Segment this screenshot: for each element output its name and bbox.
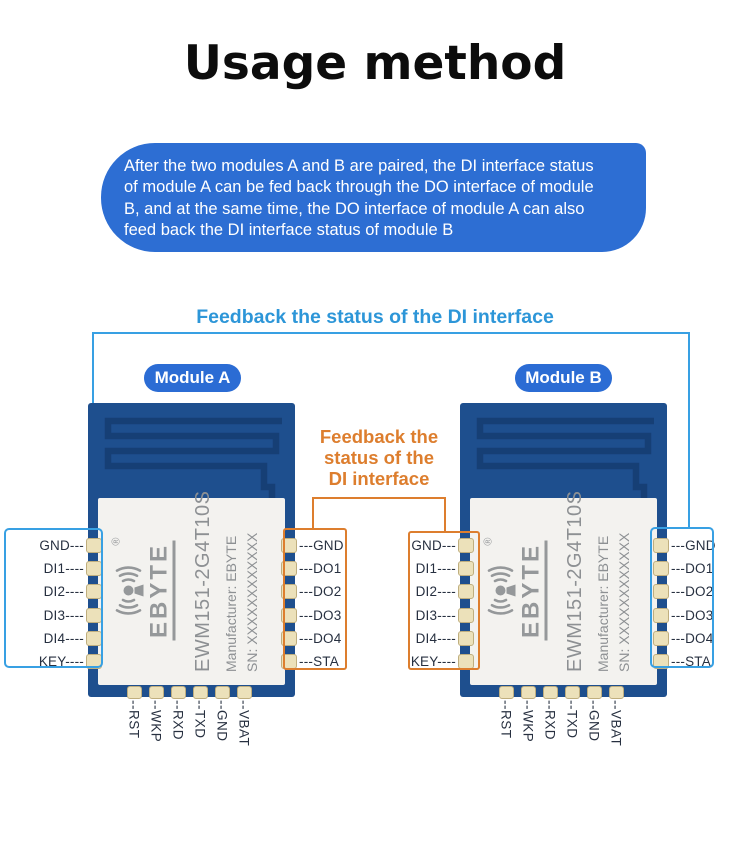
module-manufacturer-text: Manufacturer: EBYTE xyxy=(595,535,611,672)
pin-label: GND--- xyxy=(411,537,456,553)
description-line: B, and at the same time, the DO interface of module A can also xyxy=(124,199,585,218)
module-b-board xyxy=(410,403,716,747)
pin-label: --TXD xyxy=(564,700,580,739)
module-a-do-pins-box xyxy=(283,528,347,670)
module-b-bottom-pins xyxy=(495,686,627,746)
registered-mark: ® xyxy=(110,537,123,546)
pin-pad xyxy=(127,686,142,699)
pin-label: ---DO4 xyxy=(299,631,342,647)
di-feedback-middle-caption xyxy=(300,426,458,489)
pin-label: ---GND xyxy=(671,537,716,553)
description-line: of module A can be fed back through the DO interface of module xyxy=(124,178,594,197)
pin-label: --RST xyxy=(126,700,142,739)
di-feedback-top-caption: Feedback the status of the DI interface xyxy=(196,306,554,328)
module-a-pcb xyxy=(88,403,295,697)
registered-mark: ® xyxy=(482,537,495,546)
pin-label: DI3---- xyxy=(43,607,84,623)
pin-label: DI3---- xyxy=(415,607,456,623)
pin-pad xyxy=(193,686,208,699)
pin-label: ---DO3 xyxy=(671,607,714,623)
pin-pad xyxy=(237,686,252,699)
ebyte-logo xyxy=(110,516,188,666)
pin-label: --WKP xyxy=(148,700,164,743)
module-model-text: EWM151-2G4T10S xyxy=(192,490,214,672)
description-line: After the two modules A and B are paired, the DI interface status xyxy=(124,157,594,175)
pin-label: --WKP xyxy=(520,700,536,743)
module-a-di-pins-box xyxy=(4,528,103,668)
module-a-pill xyxy=(144,364,241,392)
pin-column xyxy=(167,686,189,746)
pin-pad xyxy=(565,686,580,699)
pin-label: DI2---- xyxy=(43,584,84,600)
ebyte-wifi-icon xyxy=(485,541,519,641)
pin-label: KEY---- xyxy=(410,654,456,670)
pin-column xyxy=(145,686,167,746)
pin-label: --RXD xyxy=(542,700,558,740)
module-manufacturer-text: Manufacturer: EBYTE xyxy=(223,535,239,672)
module-b-pcb xyxy=(460,403,667,697)
pin-label: DI1---- xyxy=(415,560,456,576)
do-connector-left-line xyxy=(312,497,314,529)
module-serial-text: SN: XXXXXXXXXXXX xyxy=(616,532,632,672)
module-a-bottom-pins xyxy=(123,686,255,746)
pin-label: --GND xyxy=(586,700,602,742)
pin-column xyxy=(495,686,517,746)
pin-label: GND--- xyxy=(39,537,84,553)
pin-column xyxy=(605,686,627,746)
pin-label: ---DO3 xyxy=(299,607,342,623)
pin-label: ---GND xyxy=(299,537,344,553)
ebyte-logo xyxy=(482,516,560,666)
description-line: feed back the DI interface status of module B xyxy=(124,220,454,239)
ebyte-wifi-icon xyxy=(113,541,147,641)
pin-pad xyxy=(609,686,624,699)
module-b-pill-label: Module B xyxy=(525,368,602,387)
pin-label: ---DO2 xyxy=(299,584,342,600)
mid-caption-line: status of the xyxy=(324,447,434,468)
mid-caption-line: Feedback the xyxy=(319,426,439,447)
pin-label: --VBAT xyxy=(608,700,624,747)
pin-column xyxy=(539,686,561,746)
module-b-pill xyxy=(515,364,612,392)
pin-label: ---STA xyxy=(671,654,711,670)
do-connector-top-line xyxy=(312,497,446,499)
pin-column xyxy=(123,686,145,746)
pin-pad xyxy=(149,686,164,699)
pin-label: ---DO2 xyxy=(671,584,714,600)
pin-label: --TXD xyxy=(192,700,208,739)
pin-column xyxy=(583,686,605,746)
pin-label: DI4---- xyxy=(415,631,456,647)
pin-column xyxy=(189,686,211,746)
module-a-pill-label: Module A xyxy=(154,368,231,387)
pin-label: DI4---- xyxy=(43,631,84,647)
pin-pad xyxy=(171,686,186,699)
do-connector-right-line xyxy=(444,497,446,532)
pin-label: ---STA xyxy=(299,654,339,670)
module-model-text: EWM151-2G4T10S xyxy=(564,490,586,672)
pin-column xyxy=(561,686,583,746)
pin-pad xyxy=(587,686,602,699)
pin-label: --RST xyxy=(498,700,514,739)
pin-pad xyxy=(499,686,514,699)
pin-pad xyxy=(543,686,558,699)
pin-label: ---DO1 xyxy=(671,560,714,576)
di-bracket-top-line xyxy=(92,332,690,334)
antenna-trace-icon xyxy=(96,413,286,505)
mid-caption-line: DI interface xyxy=(328,468,430,489)
pin-label: DI1---- xyxy=(43,560,84,576)
pin-column xyxy=(211,686,233,746)
ebyte-brand-text: EBYTE xyxy=(519,541,548,640)
pin-pad xyxy=(215,686,230,699)
page-title: Usage method xyxy=(183,36,567,91)
pin-pad xyxy=(521,686,536,699)
module-b-di-pins-box xyxy=(408,531,480,670)
module-b-do-pins-box xyxy=(650,527,714,668)
pin-label: --VBAT xyxy=(236,700,252,747)
antenna-trace-icon xyxy=(468,413,658,505)
pin-label: KEY---- xyxy=(38,654,84,670)
pin-label: --GND xyxy=(214,700,230,742)
description-bubble xyxy=(101,143,646,252)
di-bracket-right-line xyxy=(688,332,690,528)
pin-column xyxy=(233,686,255,746)
module-a-board xyxy=(38,403,344,747)
pin-label: ---DO4 xyxy=(671,631,714,647)
module-serial-text: SN: XXXXXXXXXXXX xyxy=(244,532,260,672)
pin-label: DI2---- xyxy=(415,584,456,600)
ebyte-brand-text: EBYTE xyxy=(147,541,176,640)
pin-label: ---DO1 xyxy=(299,560,342,576)
pin-label: --RXD xyxy=(170,700,186,740)
pin-column xyxy=(517,686,539,746)
